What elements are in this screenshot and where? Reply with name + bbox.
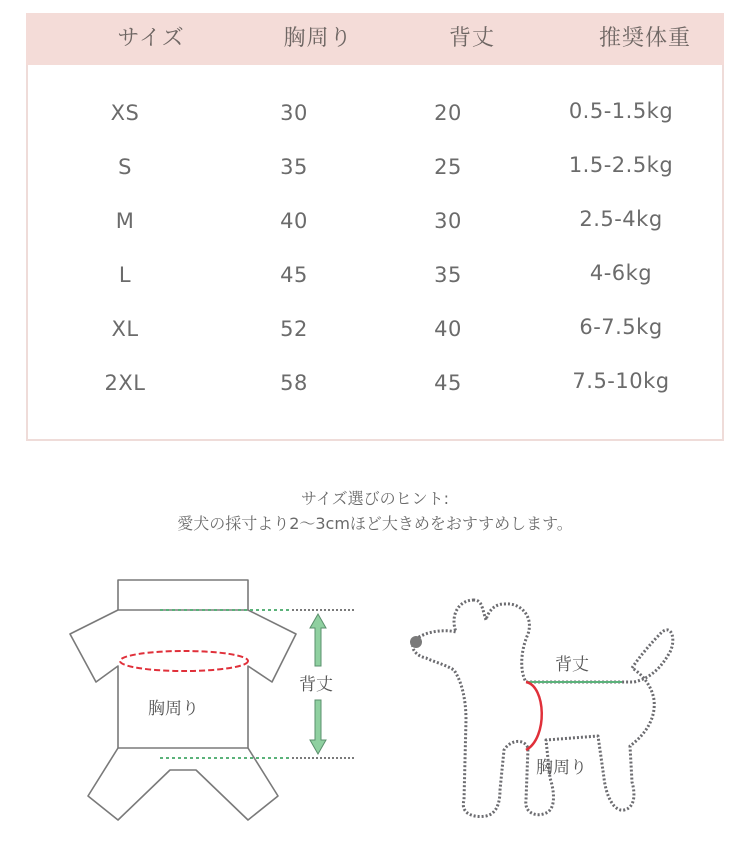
- header-recommended-weight: 推奨体重: [598, 26, 691, 51]
- hint-text: 愛犬の採寸より2～3cmほど大きめをおすすめします。: [177, 514, 573, 533]
- garment-back-label: 背丈: [299, 675, 333, 695]
- dog-back-label: 背丈: [555, 655, 589, 675]
- table-row: [28, 201, 722, 241]
- cell-back-length: 25: [434, 155, 462, 179]
- chest-line: [120, 651, 248, 671]
- cell-chest: 30: [280, 101, 308, 125]
- cell-back-length: 35: [434, 263, 462, 287]
- table-row: [28, 363, 722, 403]
- header-chest: 胸周り: [283, 26, 353, 51]
- cell-chest: 52: [280, 317, 308, 341]
- cell-size: XL: [111, 317, 139, 341]
- size-table-header: [26, 13, 724, 65]
- cell-size: S: [118, 155, 132, 179]
- dog-chest-line: [526, 682, 542, 750]
- dog-diagram: [400, 590, 700, 840]
- hint-title: サイズ選びのヒント:: [300, 489, 450, 508]
- dog-outline: [400, 590, 700, 840]
- table-row: [28, 93, 722, 133]
- garment-chest-label: 胸周り: [148, 699, 199, 719]
- cell-size: M: [115, 209, 135, 233]
- cell-back-length: 30: [434, 209, 462, 233]
- table-row: [28, 255, 722, 295]
- header-back-length: 背丈: [448, 26, 495, 51]
- cell-weight: 6-7.5kg: [579, 315, 663, 339]
- header-size: サイズ: [117, 26, 185, 51]
- cell-chest: 45: [280, 263, 308, 287]
- cell-chest: 58: [280, 371, 308, 395]
- cell-weight: 4-6kg: [589, 261, 653, 285]
- cell-weight: 1.5-2.5kg: [568, 153, 674, 177]
- cell-weight: 7.5-10kg: [572, 369, 670, 393]
- table-row: [28, 147, 722, 187]
- garment-outline: [60, 570, 380, 830]
- cell-size: 2XL: [104, 371, 146, 395]
- cell-size: L: [118, 263, 132, 287]
- cell-weight: 2.5-4kg: [579, 207, 663, 231]
- table-row: [28, 309, 722, 349]
- cell-back-length: 45: [434, 371, 462, 395]
- cell-weight: 0.5-1.5kg: [568, 99, 674, 123]
- garment-diagram: [60, 570, 380, 830]
- cell-back-length: 20: [434, 101, 462, 125]
- cell-size: XS: [110, 101, 140, 125]
- size-table: [26, 13, 724, 441]
- dog-chest-label: 胸周り: [536, 758, 587, 778]
- cell-chest: 40: [280, 209, 308, 233]
- cell-back-length: 40: [434, 317, 462, 341]
- cell-chest: 35: [280, 155, 308, 179]
